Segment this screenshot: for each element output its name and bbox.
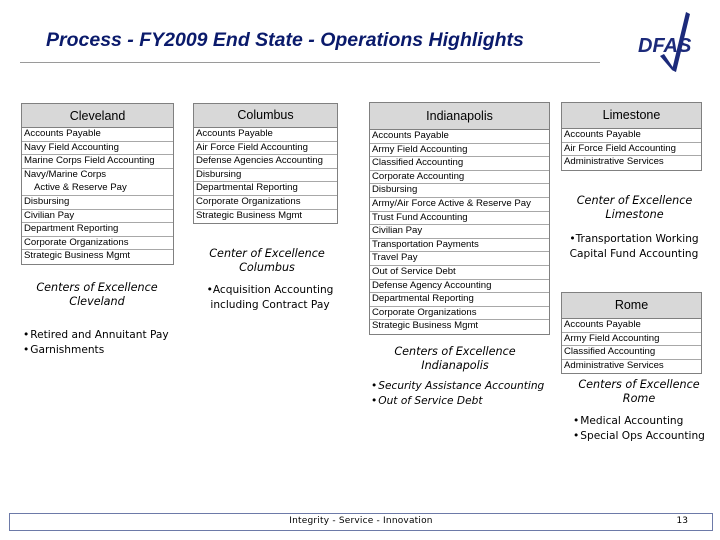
table-row: Strategic Business Mgmt — [24, 250, 131, 262]
coe-title: Center of Excellence — [209, 247, 325, 260]
table-row: Accounts Payable — [194, 128, 337, 142]
table-row: Disbursing — [22, 196, 173, 210]
table-row: Disbursing — [194, 169, 337, 183]
site-table-cleveland — [21, 103, 174, 265]
list-item: •Transportation Working — [569, 233, 699, 245]
table-row: Corporate Organizations — [22, 237, 173, 251]
page-number: 13 — [676, 516, 688, 526]
site-header-indianapolis: Indianapolis — [370, 103, 549, 130]
coe-title: Centers of Excellence — [578, 378, 700, 391]
coe-site: Indianapolis — [421, 359, 489, 372]
site-header-cleveland: Cleveland — [22, 104, 173, 128]
table-row: Accounts Payable — [562, 319, 701, 333]
table-row: Civilian Pay — [370, 225, 549, 239]
table-row: Strategic Business Mgmt — [372, 320, 479, 332]
coe-caption-cleveland — [20, 281, 174, 309]
table-row: Departmental Reporting — [370, 293, 549, 307]
site-table-limestone — [561, 102, 702, 171]
page-title: Process - FY2009 End State - Operations Highlights — [46, 29, 524, 51]
coe-site: Columbus — [239, 261, 295, 274]
dfas-logo — [636, 8, 698, 74]
list-item: • Garnishments — [23, 343, 169, 358]
table-row: Corporate Organizations — [194, 196, 337, 210]
list-item: • Out of Service Debt — [371, 394, 544, 409]
table-row: Army Field Accounting — [562, 333, 701, 347]
list-item: • Medical Accounting — [573, 414, 705, 429]
table-row: Classified Accounting — [370, 157, 549, 171]
table-row: Army Field Accounting — [370, 144, 549, 158]
table-row: Departmental Reporting — [194, 182, 337, 196]
coe-caption-rome — [566, 378, 712, 406]
coe-bullets-limestone — [559, 232, 709, 261]
table-row: Defense Agency Accounting — [370, 280, 549, 294]
site-header-limestone: Limestone — [562, 103, 701, 129]
site-rows-limestone — [562, 129, 701, 170]
coe-site: Rome — [622, 392, 656, 405]
table-row: Accounts Payable — [22, 128, 173, 142]
table-row: Travel Pay — [370, 252, 549, 266]
list-item: •Acquisition Accounting — [206, 284, 334, 296]
coe-site: Limestone — [605, 208, 664, 221]
table-row: Air Force Field Accounting — [194, 142, 337, 156]
coe-site: Cleveland — [69, 295, 125, 308]
table-row: Classified Accounting — [562, 346, 701, 360]
footer-bar — [9, 513, 713, 531]
list-item: • Special Ops Accounting — [573, 429, 705, 444]
table-row: Navy/Marine Corps — [24, 168, 107, 180]
title-divider — [20, 62, 600, 63]
coe-bullets-rome — [573, 414, 705, 443]
table-row: Marine Corps Field Accounting — [22, 155, 173, 169]
coe-bullets-cleveland — [23, 328, 169, 357]
list-item: • Retired and Annuitant Pay — [23, 328, 169, 343]
coe-caption-columbus — [188, 247, 346, 275]
site-header-rome: Rome — [562, 293, 701, 319]
table-row: Corporate Accounting — [370, 171, 549, 185]
coe-bullets-indianapolis — [371, 379, 544, 408]
table-row: Defense Agencies Accounting — [194, 155, 337, 169]
coe-bullets-columbus — [196, 283, 344, 312]
list-item: including Contract Pay — [210, 298, 330, 311]
coe-title: Centers of Excellence — [394, 345, 516, 358]
table-row: Corporate Organizations — [370, 307, 549, 321]
site-table-rome — [561, 292, 702, 374]
table-row: Army/Air Force Active & Reserve Pay — [370, 198, 549, 212]
table-row: Strategic Business Mgmt — [196, 209, 303, 221]
list-item: Capital Fund Accounting — [569, 247, 699, 260]
site-rows-cleveland — [22, 128, 173, 264]
table-row: Civilian Pay — [22, 210, 173, 224]
table-row: Disbursing — [370, 184, 549, 198]
table-row: Transportation Payments — [370, 239, 549, 253]
coe-title: Centers of Excellence — [36, 281, 158, 294]
table-row: Navy Field Accounting — [22, 142, 173, 156]
site-header-columbus: Columbus — [194, 104, 337, 128]
table-row: Air Force Field Accounting — [562, 143, 701, 157]
site-rows-indianapolis — [370, 130, 549, 334]
table-row: Out of Service Debt — [370, 266, 549, 280]
table-row: Trust Fund Accounting — [370, 212, 549, 226]
table-row: Administrative Services — [564, 359, 664, 371]
table-row: Department Reporting — [22, 223, 173, 237]
table-row: Active & Reserve Pay — [22, 182, 173, 196]
site-table-columbus — [193, 103, 338, 224]
list-item: • Security Assistance Accounting — [371, 379, 544, 394]
site-rows-rome — [562, 319, 701, 373]
table-row: Accounts Payable — [562, 129, 701, 143]
table-row: Administrative Services — [564, 156, 664, 168]
table-row: Accounts Payable — [370, 130, 549, 144]
coe-caption-limestone — [561, 194, 708, 222]
footer-motto: Integrity - Service - Innovation — [289, 516, 433, 526]
site-rows-columbus — [194, 128, 337, 223]
coe-title: Center of Excellence — [576, 194, 693, 207]
logo-text: DFAS — [638, 35, 692, 57]
site-table-indianapolis — [369, 102, 550, 335]
coe-caption-indianapolis — [372, 345, 538, 373]
